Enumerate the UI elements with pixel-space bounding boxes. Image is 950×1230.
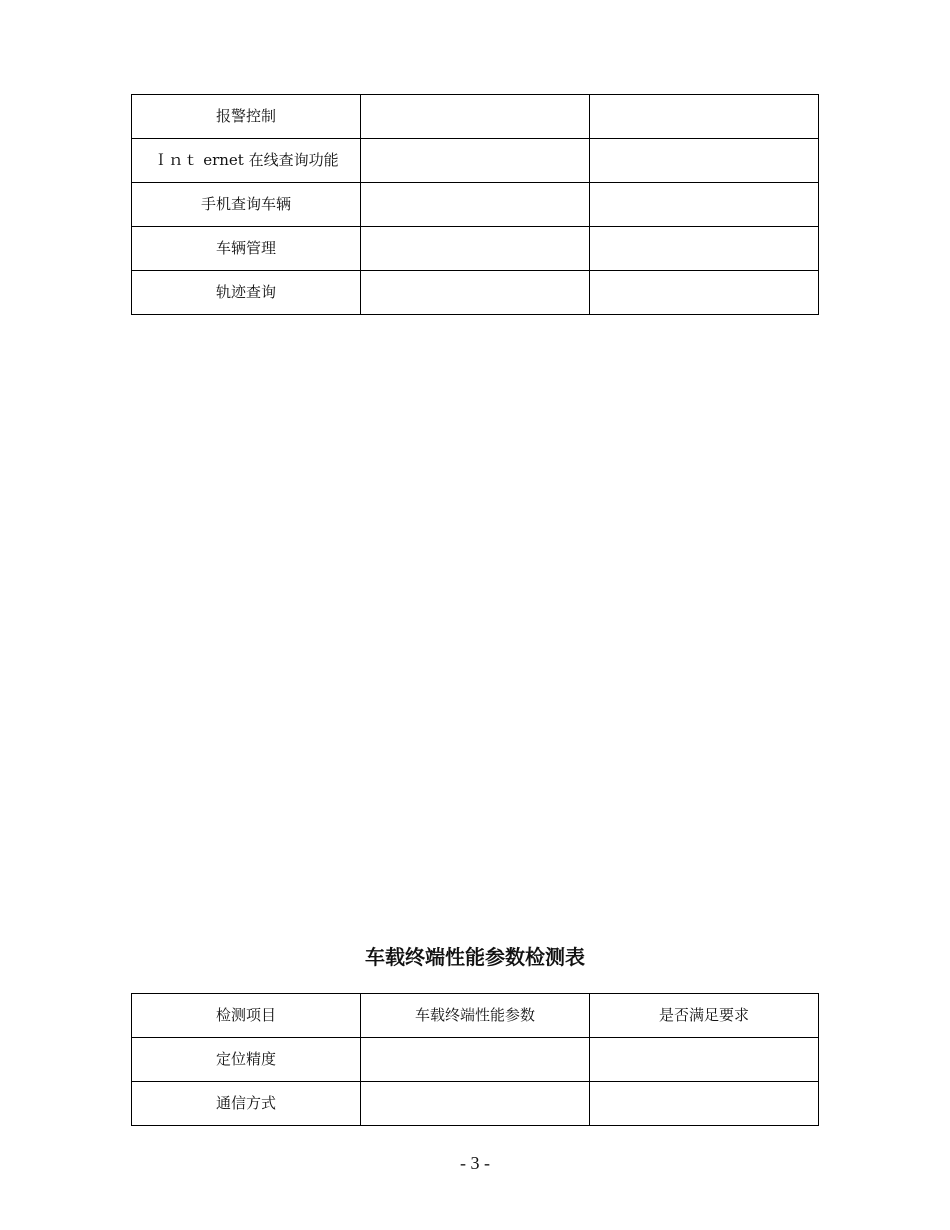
table-cell-item: 轨迹查询 [132,271,361,315]
performance-check-table [131,993,819,1126]
table-cell [361,1038,590,1082]
table-cell [361,227,590,271]
table-cell [590,139,819,183]
table-cell [590,1038,819,1082]
table-cell [590,1082,819,1126]
table-row [132,227,819,271]
table-cell-item: 手机查询车辆 [132,183,361,227]
table-cell-item: 报警控制 [132,95,361,139]
table-cell [361,1082,590,1126]
column-header-meets: 是否满足要求 [590,994,819,1038]
table-row [132,139,819,183]
table-cell [361,183,590,227]
table-cell [361,139,590,183]
column-header-param: 车载终端性能参数 [361,994,590,1038]
function-check-table [131,94,819,315]
table-row [132,1038,819,1082]
table-header-row [132,994,819,1038]
table-cell [590,227,819,271]
performance-table-title: 车载终端性能参数检测表 [365,945,585,969]
table-row [132,1082,819,1126]
table-cell [590,183,819,227]
table-cell [361,271,590,315]
table-cell-item: 通信方式 [132,1082,361,1126]
table-row [132,271,819,315]
table-cell-item: Ｉｎｔ ernet 在线查询功能 [132,139,361,183]
column-header-item: 检测项目 [132,994,361,1038]
table-row [132,95,819,139]
table-cell [361,95,590,139]
table-cell [590,95,819,139]
table-cell [590,271,819,315]
table-cell-item: 车辆管理 [132,227,361,271]
table-row [132,183,819,227]
table-cell-item: 定位精度 [132,1038,361,1082]
page-number: - 3 - [460,1153,490,1173]
